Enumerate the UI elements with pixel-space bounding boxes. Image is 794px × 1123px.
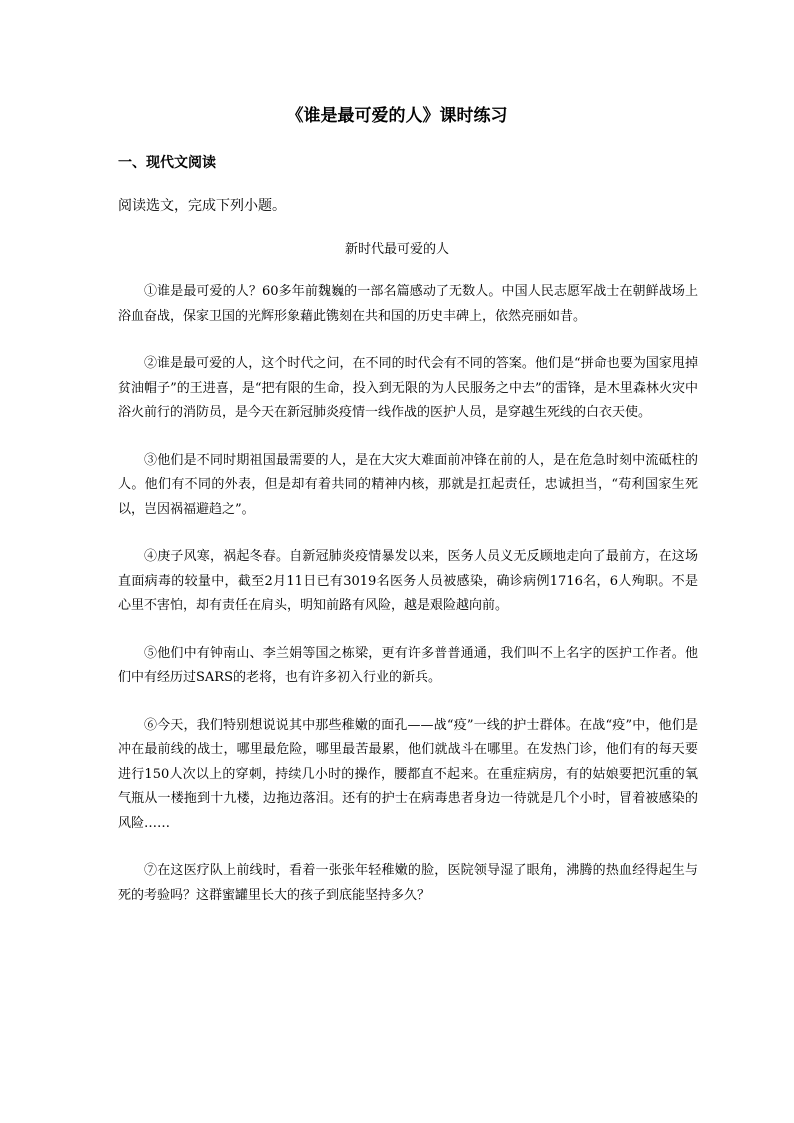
article-body xyxy=(118,280,698,931)
article-paragraph-5: ⑤他们中有钟南山、李兰娟等国之栋梁，更有许多普普通通，我们叫不上名字的医护工作者。他们中有经历过SARS的老将，也有许多初入行业的新兵。 xyxy=(118,645,698,685)
reading-instruction: 阅读选文，完成下列小题。 xyxy=(118,198,286,214)
article-paragraph-7: ⑦在这医疗队上前线时，看着一张张年轻稚嫩的脸，医院领导湿了眼角，沸腾的热血经得起生与死的考验吗？这群蜜罐里长大的孩子到底能坚持多久？ xyxy=(118,863,698,903)
article-paragraph-2: ②谁是最可爱的人，这个时代之问，在不同的时代会有不同的答案。他们是“拼命也要为国家甩掉贫油帽子”的王进喜，是“把有限的生命，投入到无限的为人民服务之中去”的雷锋，是木里森林火灾中浴火前行的消防员，是今天在新冠肺炎疫情一线作战的医护人员，是穿越生死线的白衣天使。 xyxy=(118,356,698,420)
article-paragraph-1: ①谁是最可爱的人？60多年前魏巍的一部名篇感动了无数人。中国人民志愿军战士在朝鲜战场上浴血奋战，保家卫国的光辉形象藉此镌刻在共和国的历史丰碑上，依然亮丽如昔。 xyxy=(118,284,698,324)
article-paragraph-6: ⑥今天，我们特别想说说其中那些稚嫩的面孔——战“疫”一线的护士群体。在战“疫”中，他们是冲在最前线的战士，哪里最危险，哪里最苦最累，他们就战斗在哪里。在发热门诊，他们有的每天要进行150人次以上的穿刺，持续几小时的操作，腰都直不起来。在重症病房，有的姑娘要把沉重的氧气瓶从一楼拖到十九楼，边拖边落泪。还有的护士在病毒患者身边一待就是几个小时，冒着被感染的风险…… xyxy=(118,717,698,831)
page-title: 《谁是最可爱的人》课时练习 xyxy=(286,106,508,126)
article-title: 新时代最可爱的人 xyxy=(344,242,449,257)
article-paragraph-4: ④庚子风寒，祸起冬春。自新冠肺炎疫情暴发以来，医务人员义无反顾地走向了最前方，在这场直面病毒的较量中，截至2月11日已有3019名医务人员被感染，确诊病例1716名，6人殉职。不是心里不害怕，却有责任在肩头，明知前路有风险，越是艰险越向前。 xyxy=(118,549,698,613)
article-paragraph-3: ③他们是不同时期祖国最需要的人，是在大灾大难面前冲锋在前的人，是在危急时刻中流砥柱的人。他们有不同的外表，但是却有着共同的精神内核，那就是扛起责任，忠诚担当，“苟利国家生死以，岂因祸福避趋之”。 xyxy=(118,452,698,517)
section-heading: 一、现代文阅读 xyxy=(118,155,216,171)
